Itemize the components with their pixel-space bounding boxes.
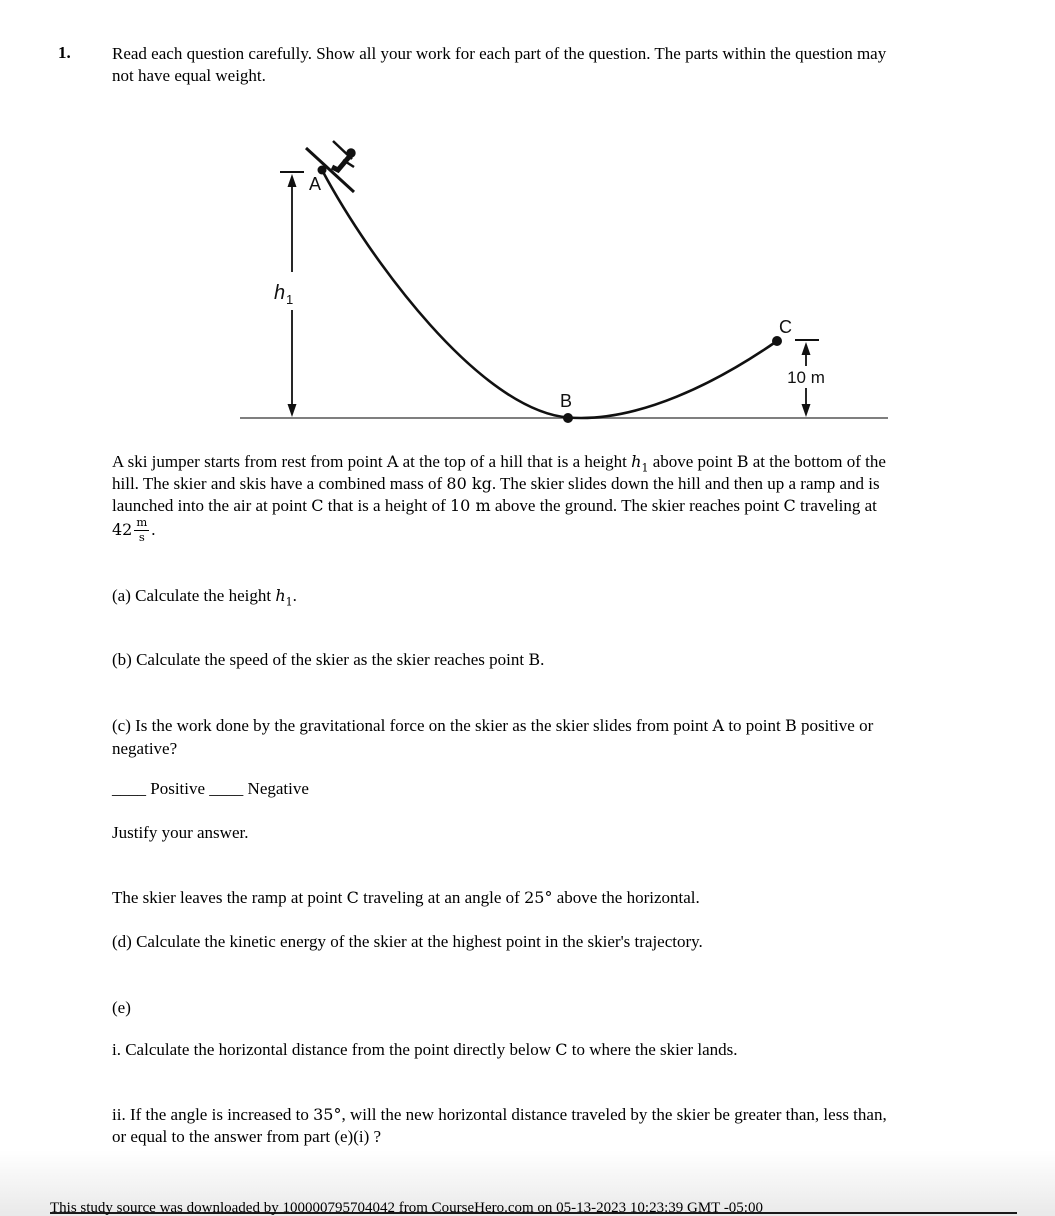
point-b-label: B [560,391,573,411]
text-run: . [292,586,297,605]
meters-per-second-fraction [134,517,149,543]
math-subscript: 1 [641,461,649,475]
coursehero-attribution: This study source was downloaded by 100000795704042 from CourseHero.com on 05-13-2023 10:23:39 GMT -05:00 [50,1200,763,1216]
h1-arrow-up [288,174,297,187]
intro-line-2 [112,473,886,495]
text-run: The skier leaves the ramp at point [112,888,347,907]
part-d: (d) Calculate the kinetic energy of the skier at the highest point in the skier's trajectory. [112,932,703,951]
part-c-line-1 [112,714,873,737]
math-symbol: C [555,1040,568,1059]
part-b [112,650,544,670]
text-run: above the ground. The skier reaches point [490,496,784,515]
math-symbol: 10 m [450,496,491,515]
part-a [112,586,297,609]
intro-line-3 [112,495,886,517]
h1-label: h [274,282,286,304]
text-run: above the horizontal. [552,888,700,907]
text-run: that is a height of [323,496,450,515]
text-run: to where the skier lands. [567,1040,738,1059]
instructions-line-1: Read each question carefully. Show all your work for each part of the question. The parts within the question may [112,44,887,63]
intro-line-4 [112,517,886,543]
text-run: ii. If the angle is increased to [112,1105,314,1124]
part-e-label: (e) [112,998,131,1017]
part-e-ii-line-2: or equal to the answer from part (e)(i) ? [112,1127,382,1146]
math-symbol: A [386,452,399,471]
h1-label-sub: 1 [286,292,294,307]
slope-curve [322,170,777,418]
text-run: . The skier slides down the hill and then up a ramp and is [491,474,880,493]
text-run: traveling at [795,496,877,515]
fraction-numerator: m [136,515,148,529]
ramp-height-measure [787,340,825,417]
ski-jump-diagram [240,130,890,430]
positive-label: Positive [150,779,206,798]
math-symbol: A [712,716,725,735]
math-symbol: 42 [112,519,133,539]
height-arrow-up [802,342,811,355]
height-arrow-down [802,404,811,417]
intro-line-1 [112,451,886,473]
math-symbol: 80 kg [446,474,492,493]
text-run: at the top of a hill that is a height [398,452,632,471]
angle-value: 35° [313,1105,342,1124]
point-c-label: C [779,317,792,337]
math-symbol: B [736,452,749,471]
math-subscript: 1 [285,595,293,609]
text-run: launched into the air at point [112,496,312,515]
text-run: . [151,519,156,539]
negative-label: Negative [247,779,309,798]
part-c-line-2: negative? [112,739,178,758]
blank-negative: ____ [209,779,244,798]
text-run: positive or [796,716,874,735]
text-run: (c) Is the work done by the gravitational force on the skier as the skier slides from point [112,716,713,735]
part-c [112,714,873,760]
math-symbol: B [784,716,797,735]
text-run: traveling at an angle of [358,888,525,907]
text-run: to point [724,716,785,735]
math-symbol: h [631,452,642,471]
part-e-ii-line-1 [112,1104,887,1126]
point-a-label: A [309,174,322,194]
point-c-dot [772,336,782,346]
fraction-denominator: s [138,529,145,544]
intro-paragraph [112,451,886,543]
math-symbol: h [275,586,286,605]
height-label: 10 m [787,368,825,387]
text-run: , will the new horizontal distance traveled by the skier be greater than, less than, [341,1105,887,1124]
blank-positive: ____ [112,779,146,798]
part-e-i [112,1040,737,1060]
instructions-line-2: not have equal weight. [112,66,266,85]
text-run: i. Calculate the horizontal distance from the point directly below [112,1040,556,1059]
text-run: (a) Calculate the height [112,586,276,605]
text-run: (b) Calculate the speed of the skier as the skier reaches point [112,650,529,669]
ramp-sentence [112,888,700,908]
text-run: . [540,650,545,669]
text-run: at the bottom of the [748,452,886,471]
h1-arrow-down [288,404,297,417]
justify-prompt: Justify your answer. [112,823,249,842]
part-e-ii [112,1104,887,1148]
h1-measure [274,172,304,417]
math-symbol: B [528,650,541,669]
text-run: A ski jumper starts from rest from point [112,452,387,471]
text-run: above point [648,452,737,471]
math-symbol: C [346,888,359,907]
math-symbol: C [783,496,796,515]
point-b-dot [563,413,573,423]
answer-blanks [112,779,309,799]
instructions [112,43,886,87]
skier-head [347,149,355,157]
math-symbol: C [311,496,324,515]
angle-value: 25° [524,888,553,907]
text-run: hill. The skier and skis have a combined mass of [112,474,447,493]
question-number: 1. [58,43,71,62]
